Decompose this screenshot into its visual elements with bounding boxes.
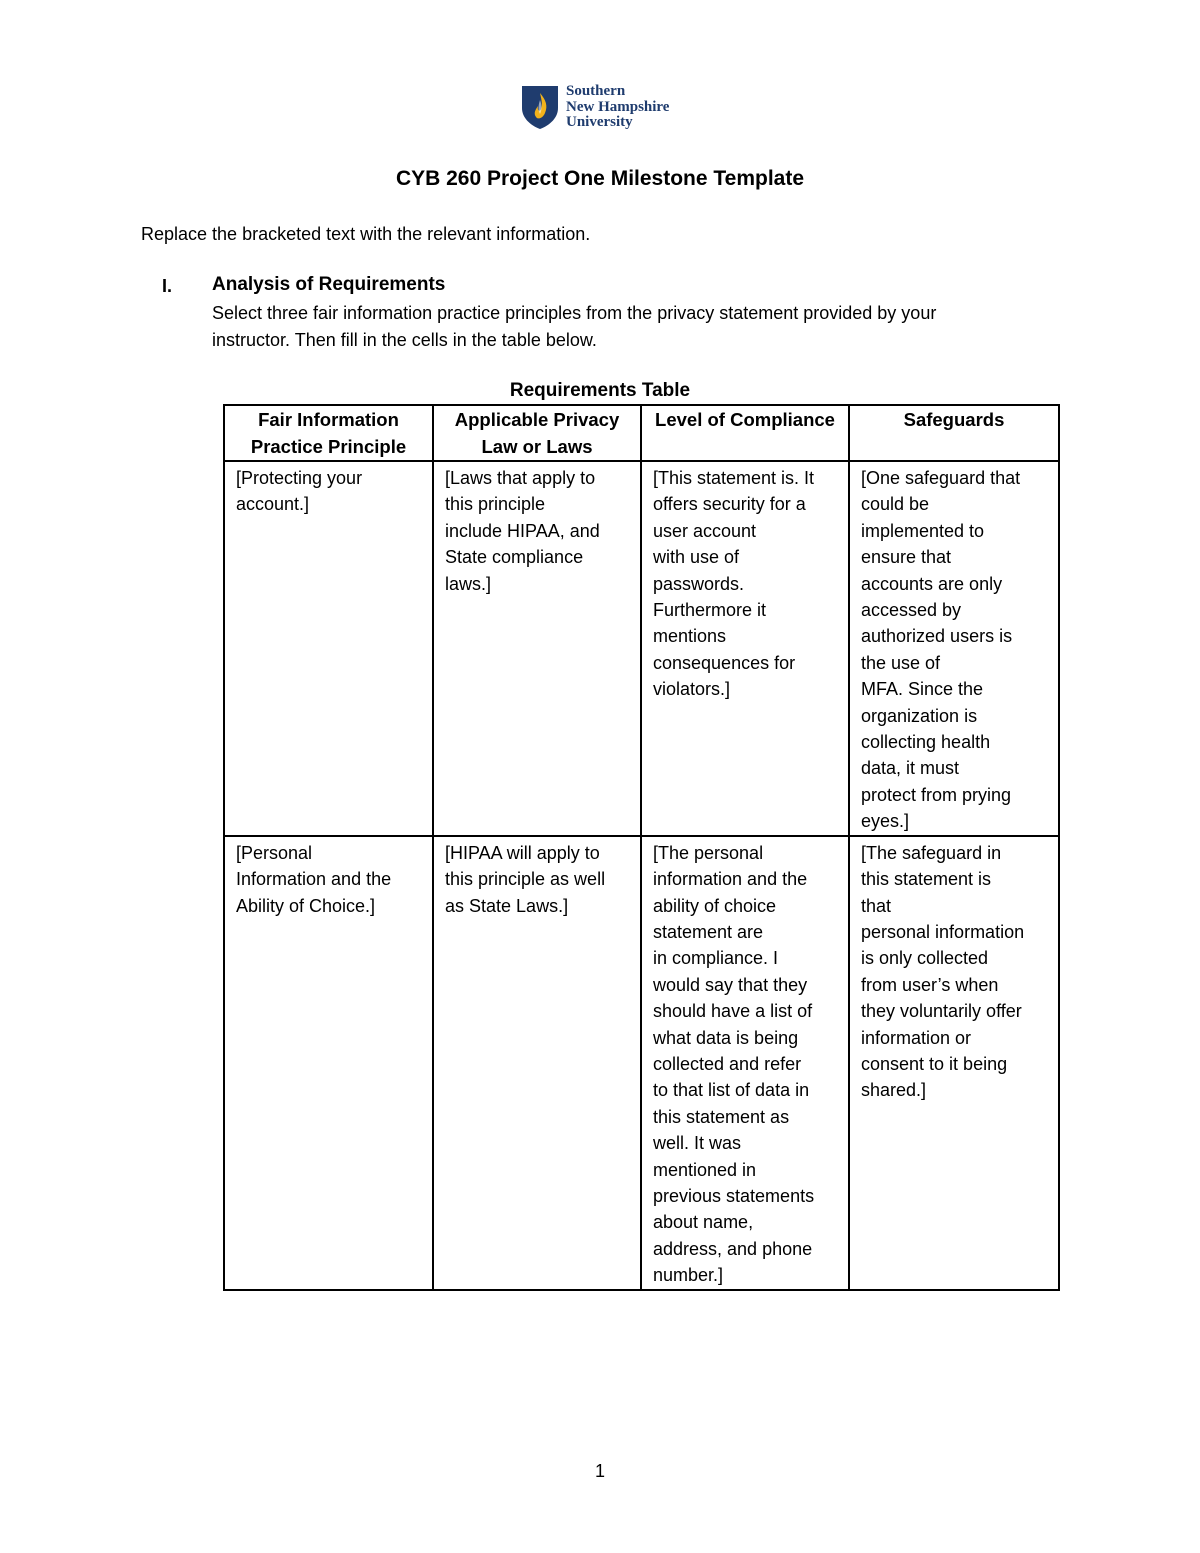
cell-text-line: Fair Information: [258, 409, 399, 430]
cell-text-line: [Personal: [236, 842, 313, 863]
cell-text-line: information or: [861, 1027, 972, 1048]
cell-text-line: this principle: [445, 494, 546, 515]
cell-text-line: Level of Compliance: [655, 409, 835, 430]
cell-text-line: about name,: [653, 1212, 754, 1233]
table-cell: [641, 836, 849, 1290]
cell-text-line: this statement is: [861, 869, 992, 890]
logo-wordmark: [566, 84, 669, 131]
cell-text-line: statement are: [653, 921, 764, 942]
cell-text-line: mentions: [653, 626, 727, 647]
cell-text-line: Furthermore it: [653, 600, 767, 621]
cell-text-line: Ability of Choice.]: [236, 895, 376, 916]
table-cell: [224, 461, 433, 836]
cell-text-line: is only collected: [861, 948, 989, 969]
section-number: I.: [162, 276, 173, 296]
table-row: [224, 461, 1059, 836]
cell-text-line: information and the: [653, 869, 808, 890]
cell-text-line: ensure that: [861, 547, 952, 568]
table-cell: [849, 461, 1059, 836]
cell-text-line: as State Laws.]: [445, 895, 569, 916]
cell-text-line: offers security for a: [653, 494, 806, 515]
section-instruction-line: instructor. Then fill in the cells in the table below.: [212, 330, 597, 350]
cell-text-line: previous statements: [653, 1185, 815, 1206]
cell-text-line: consent to it being: [861, 1053, 1008, 1074]
cell-text-line: Information and the: [236, 869, 392, 890]
section-heading: Analysis of Requirements: [212, 274, 446, 295]
header-applicable-privacy-law: [433, 405, 641, 461]
cell-text-line: this statement as: [653, 1106, 790, 1127]
cell-text-line: [This statement is. It: [653, 468, 815, 488]
logo-line: New Hampshire: [566, 98, 670, 115]
table-cell: [433, 836, 641, 1290]
cell-text-line: the use of: [861, 652, 941, 673]
cell-text-line: account.]: [236, 494, 310, 515]
cell-text-line: personal information: [861, 921, 1025, 942]
cell-text-line: this principle as well: [445, 869, 606, 890]
cell-text-line: violators.]: [653, 679, 731, 700]
cell-text-line: from user’s when: [861, 974, 999, 995]
table-cell: [433, 461, 641, 836]
cell-text-line: include HIPAA, and: [445, 520, 600, 541]
cell-text-line: accessed by: [861, 600, 962, 621]
cell-text-line: laws.]: [445, 573, 492, 594]
cell-text-line: mentioned in: [653, 1159, 757, 1180]
cell-text-line: MFA. Since the: [861, 679, 984, 700]
cell-text-line: [The personal: [653, 842, 764, 863]
cell-text-line: that: [861, 895, 892, 916]
cell-text-line: shared.]: [861, 1080, 927, 1101]
cell-text-line: Practice Principle: [250, 436, 407, 457]
header-fair-information-principle: [224, 405, 433, 461]
table-row: [224, 836, 1059, 1290]
cell-text-line: well. It was: [653, 1133, 742, 1154]
cell-text-line: could be: [861, 494, 930, 515]
cell-text-line: [The safeguard in: [861, 842, 1002, 863]
cell-text-line: eyes.]: [861, 811, 910, 832]
cell-text-line: data, it must: [861, 758, 960, 779]
table-cell: [641, 461, 849, 836]
cell-text-line: ability of choice: [653, 895, 777, 916]
table-caption: Requirements Table: [509, 380, 691, 401]
header-level-of-compliance: [641, 405, 849, 461]
cell-text-line: [Protecting your: [236, 468, 363, 488]
header-safeguards: [849, 405, 1059, 461]
cell-text-line: user account: [653, 520, 757, 541]
document-title: CYB 260 Project One Milestone Template: [395, 167, 805, 190]
university-logo: [520, 84, 690, 134]
cell-text-line: collecting health: [861, 732, 991, 753]
cell-text-line: to that list of data in: [653, 1080, 810, 1101]
cell-text-line: State compliance: [445, 547, 584, 568]
logo-line: University: [566, 114, 633, 130]
section-instructions: [212, 300, 1062, 354]
cell-text-line: they voluntarily offer: [861, 1001, 1022, 1022]
cell-text-line: collected and refer: [653, 1053, 802, 1074]
cell-text-line: Law or Laws: [481, 436, 593, 457]
cell-text-line: Applicable Privacy: [454, 409, 620, 430]
cell-text-line: passwords.: [653, 573, 745, 594]
cell-text-line: what data is being: [653, 1027, 799, 1048]
cell-text-line: [Laws that apply to: [445, 468, 596, 488]
page-number: 1: [594, 1461, 605, 1481]
cell-text-line: [HIPAA will apply to: [445, 842, 600, 863]
section-instruction-line: Select three fair information practice principles from the privacy statement provided by your: [212, 303, 937, 323]
cell-text-line: [One safeguard that: [861, 468, 1021, 488]
table-cell: [849, 836, 1059, 1290]
cell-text-line: implemented to: [861, 520, 985, 541]
cell-text-line: would say that they: [653, 974, 808, 995]
cell-text-line: Safeguards: [903, 409, 1005, 430]
cell-text-line: organization is: [861, 705, 978, 726]
cell-text-line: number.]: [653, 1265, 724, 1286]
requirements-table: [223, 404, 1060, 1291]
cell-text-line: should have a list of: [653, 1001, 813, 1022]
cell-text-line: address, and phone: [653, 1238, 813, 1259]
cell-text-line: in compliance. I: [653, 948, 779, 969]
table-cell: [224, 836, 433, 1290]
cell-text-line: accounts are only: [861, 573, 1003, 594]
intro-instruction: Replace the bracketed text with the relevant information.: [141, 224, 591, 244]
cell-text-line: protect from prying: [861, 784, 1012, 805]
cell-text-line: with use of: [653, 547, 740, 568]
logo-line: Southern: [566, 83, 626, 99]
shield-flame-icon: [520, 84, 560, 130]
cell-text-line: consequences for: [653, 652, 796, 673]
cell-text-line: authorized users is: [861, 626, 1013, 647]
table-header-row: [224, 405, 1059, 461]
